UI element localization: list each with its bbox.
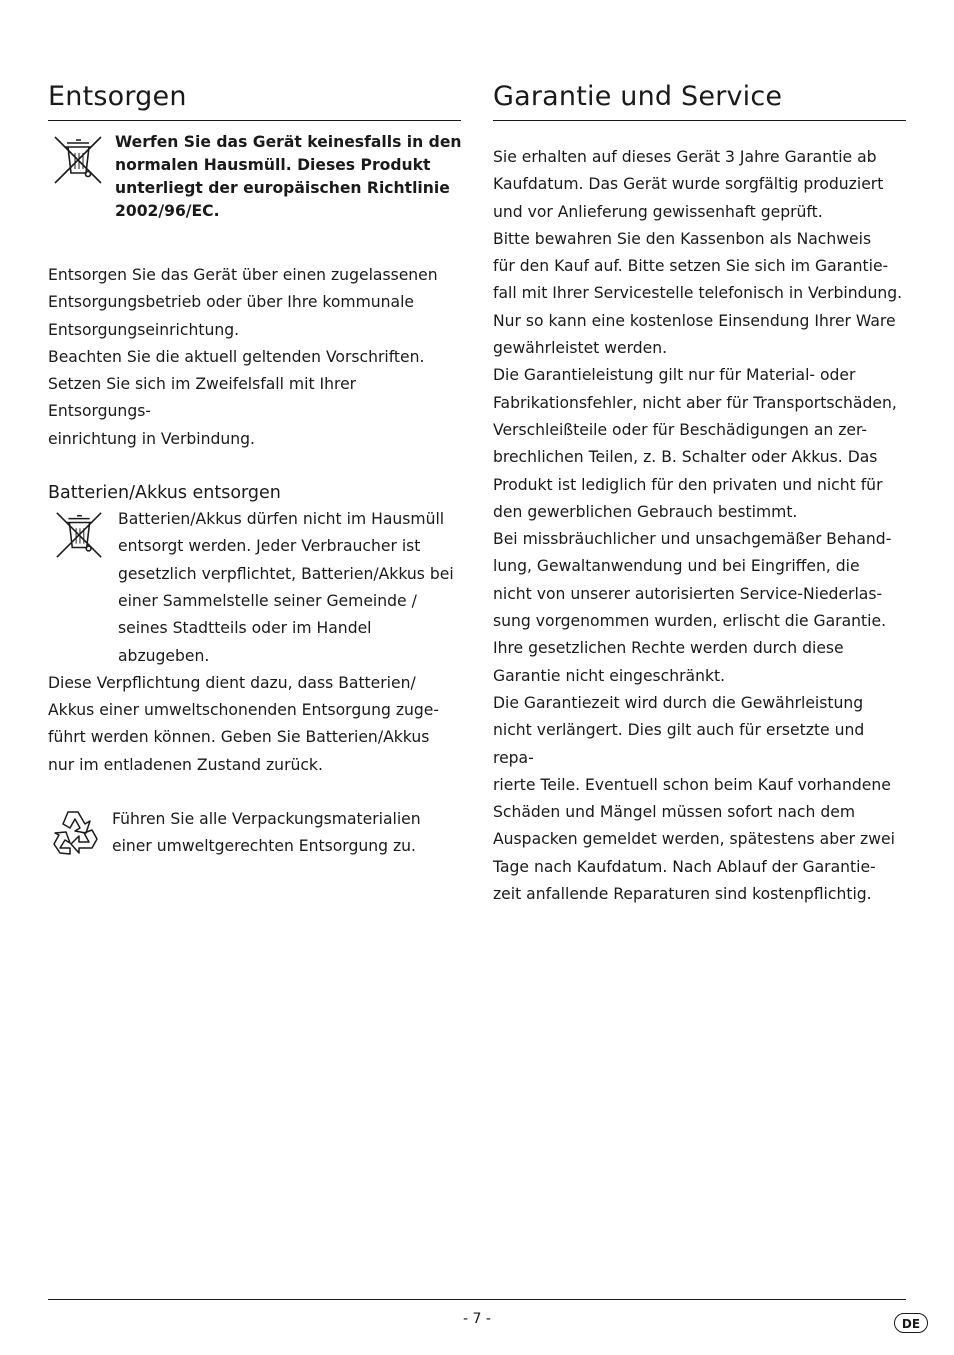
recycle-icon [48, 806, 104, 869]
warranty-line: rierte Teile. Eventuell schon beim Kauf vorhandene [493, 775, 891, 794]
battery-heading: Batterien/Akkus entsorgen [48, 483, 281, 504]
battery-notice [48, 506, 461, 670]
warranty-line: gewährleistet werden. [493, 339, 668, 358]
page-number: - 7 - [463, 1311, 491, 1327]
section-title-entsorgen: Entsorgen [48, 78, 461, 121]
warranty-line: Die Garantieleistung gilt nur für Material- oder [493, 366, 856, 385]
warranty-line: nicht verlängert. Dies gilt auch für ersetzte und repa- [493, 721, 865, 767]
battery-notice-text: Batterien/Akkus dürfen nicht im Hausmüll entsorgt werden. Jeder Verbraucher ist gesetzlich verpflichtet, Batterien/Akkus bei einer Sammelstelle seiner Gemeinde / seines Stadtteils oder im Handel abzugeben. [118, 510, 454, 665]
warranty-line: Verschleißteile oder für Beschädigungen an zer- [493, 420, 868, 439]
left-column [48, 78, 461, 861]
warranty-line: Auspacken gemeldet werden, spätestens aber zwei [493, 830, 895, 849]
warranty-line: sung vorgenommen wurden, erlischt die Garantie. [493, 612, 887, 631]
warranty-line: Tage nach Kaufdatum. Nach Ablauf der Garantie- [493, 857, 876, 876]
warranty-line: zeit anfallende Reparaturen sind kostenpflichtig. [493, 885, 872, 904]
crossed-out-bin-icon [51, 133, 105, 191]
packaging-notice [48, 806, 461, 861]
warranty-line: Nur so kann eine kostenlose Einsendung Ihrer Ware [493, 311, 896, 330]
warranty-line: Fabrikationsfehler, nicht aber für Transportschäden, [493, 393, 897, 412]
warranty-line: Kaufdatum. Das Gerät wurde sorgfältig produziert [493, 175, 884, 194]
warranty-line: lung, Gewaltanwendung und bei Eingriffen, die [493, 557, 860, 576]
warranty-line: Produkt ist lediglich für den privaten und nicht für [493, 475, 883, 494]
warranty-line: Bitte bewahren Sie den Kassenbon als Nachweis [493, 229, 872, 248]
warranty-line: und vor Anlieferung gewissenhaft geprüft. [493, 202, 823, 221]
language-badge: DE [894, 1313, 928, 1333]
section-title-garantie: Garantie und Service [493, 78, 906, 121]
crossed-out-bin-icon [53, 509, 105, 570]
weee-warning-text: Werfen Sie das Gerät keinesfalls in den normalen Hausmüll. Dieses Produkt unterliegt der europäischen Richtlinie 2002/96/EC. [115, 133, 462, 220]
warranty-line: fall mit Ihrer Servicestelle telefonisch in Verbindung. [493, 284, 903, 303]
warranty-line: Schäden und Mängel müssen sofort nach dem [493, 803, 856, 822]
warranty-line: Bei missbräuchlicher und unsachgemäßer Behand- [493, 530, 892, 549]
warranty-line: Ihre gesetzlichen Rechte werden durch diese [493, 639, 844, 658]
warranty-line: nicht von unserer autorisierten Service-Niederlas- [493, 584, 883, 603]
footer-divider [48, 1299, 906, 1300]
right-column [493, 78, 906, 908]
packaging-notice-text: Führen Sie alle Verpackungsmaterialien einer umweltgerechten Entsorgung zu. [112, 810, 421, 856]
warranty-line: für den Kauf auf. Bitte setzen Sie sich im Garantie- [493, 257, 889, 276]
warranty-line: den gewerblichen Gebrauch bestimmt. [493, 502, 798, 521]
weee-warning [48, 131, 461, 227]
warranty-text [493, 144, 906, 908]
warranty-line: brechlichen Teilen, z. B. Schalter oder Akkus. Das [493, 448, 878, 467]
warranty-line: Die Garantiezeit wird durch die Gewährleistung [493, 693, 864, 712]
warranty-line: Sie erhalten auf dieses Gerät 3 Jahre Garantie ab [493, 148, 877, 166]
warranty-line: Garantie nicht eingeschränkt. [493, 666, 726, 685]
disposal-paragraph: Entsorgen Sie das Gerät über einen zugelassenen Entsorgungsbetrieb oder über Ihre kommunale Entsorgungseinrichtung. Beachten Sie die aktuell geltenden Vorschriften. Setzen Sie sich im Zweifelsfall mit Ihrer Entsorgungs- einrichtung in Verbindung. [48, 266, 438, 448]
battery-paragraph: Diese Verpflichtung dient dazu, dass Batterien/ Akkus einer umweltschonenden Entsorgung zuge- führt werden können. Geben Sie Batterien/Akkus nur im entladenen Zustand zurück. [48, 673, 440, 774]
